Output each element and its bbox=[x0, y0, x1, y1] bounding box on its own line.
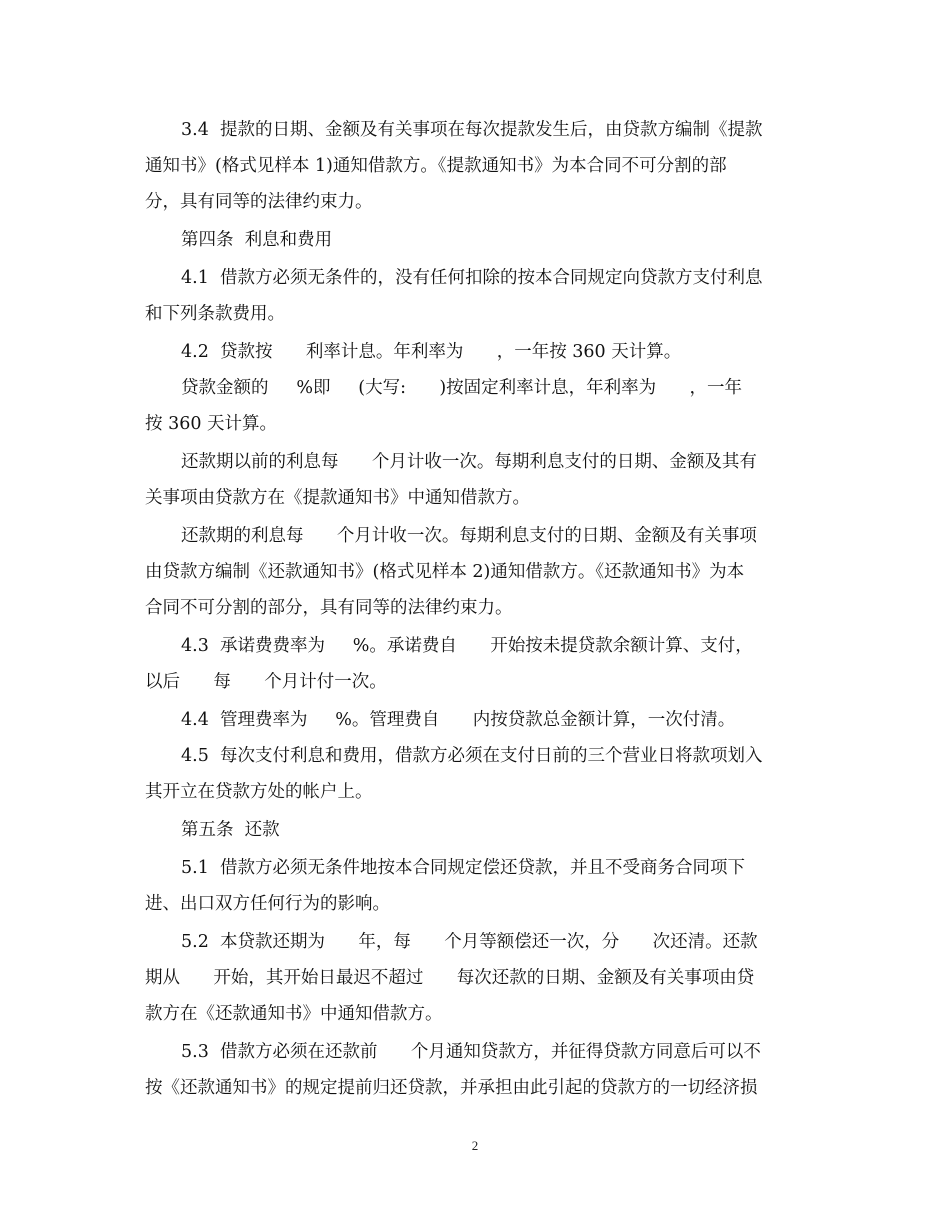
text-line: 按 360 天计算。 bbox=[145, 414, 278, 434]
text-line: 和下列条款费用。 bbox=[145, 304, 285, 324]
text-line: 进、出口双方任何行为的影响。 bbox=[145, 894, 390, 914]
text-line: 3.4 提款的日期、金额及有关事项在每次提款发生后，由贷款方编制《提款 bbox=[181, 120, 763, 140]
text-line: 4.5 每次支付利息和费用，借款方必须在支付日前的三个营业日将款项划入 bbox=[181, 746, 763, 766]
text-line: 通知书》(格式见样本 1)通知借款方。《提款通知书》为本合同不可分割的部 bbox=[145, 156, 727, 176]
text-line: 贷款金额的 %即 (大写: )按固定利率计息，年利率为 ，一年 bbox=[181, 378, 743, 398]
text-line: 5.2 本贷款还期为 年，每 个月等额偿还一次，分 次还清。还款 bbox=[181, 932, 758, 952]
text-line: 按《还款通知书》的规定提前归还贷款，并承担由此引起的贷款方的一切经济损 bbox=[145, 1078, 758, 1098]
text-line: 合同不可分割的部分，具有同等的法律约束力。 bbox=[145, 598, 513, 618]
text-line: 分，具有同等的法律约束力。 bbox=[145, 192, 373, 212]
section-heading: 第四条 利息和费用 bbox=[181, 230, 333, 250]
text-line: 关事项由贷款方在《提款通知书》中通知借款方。 bbox=[145, 488, 530, 508]
text-line: 5.1 借款方必须无条件地按本合同规定偿还贷款，并且不受商务合同项下 bbox=[181, 858, 745, 878]
text-line: 款方在《还款通知书》中通知借款方。 bbox=[145, 1004, 443, 1024]
text-line: 由贷款方编制《还款通知书》(格式见样本 2)通知借款方。《还款通知书》为本 bbox=[145, 562, 745, 582]
section-heading: 第五条 还款 bbox=[181, 820, 280, 840]
text-line: 期从 开始，其开始日最迟不超过 每次还款的日期、金额及有关事项由贷 bbox=[145, 968, 755, 988]
text-line: 以后 每 个月计付一次。 bbox=[145, 672, 387, 692]
text-line: 还款期的利息每 个月计收一次。每期利息支付的日期、金额及有关事项 bbox=[181, 526, 757, 546]
page-number: 2 bbox=[471, 1138, 479, 1153]
text-line: 5.3 借款方必须在还款前 个月通知贷款方，并征得贷款方同意后可以不 bbox=[181, 1042, 761, 1062]
text-line: 其开立在贷款方处的帐户上。 bbox=[145, 782, 373, 802]
text-line: 还款期以前的利息每 个月计收一次。每期利息支付的日期、金额及其有 bbox=[181, 452, 757, 472]
text-line: 4.2 贷款按 利率计息。年利率为 ，一年按 360 天计算。 bbox=[181, 342, 682, 362]
text-line: 4.3 承诺费费率为 %。承诺费自 开始按未提贷款余额计算、支付， bbox=[181, 636, 753, 656]
text-line: 4.1 借款方必须无条件的，没有任何扣除的按本合同规定向贷款方支付利息 bbox=[181, 268, 763, 288]
text-line: 4.4 管理费率为 %。管理费自 内按贷款总金额计算，一次付清。 bbox=[181, 710, 736, 730]
